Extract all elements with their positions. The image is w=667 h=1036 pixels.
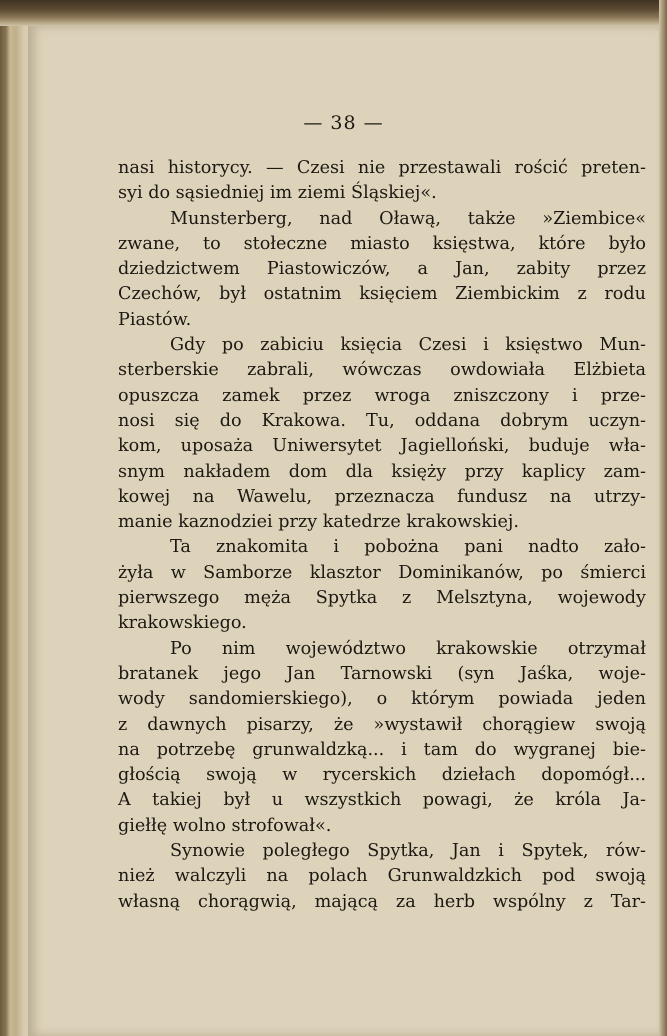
text-line: z dawnych pisarzy, że »wystawił chorągiew swoją [118, 714, 646, 735]
page-top-edge [0, 0, 667, 26]
text-line: dziedzictwem Piastowiczów, a Jan, zabity przez [118, 259, 646, 280]
text-line: snym nakładem dom dla księży przy kaplicy zam- [118, 461, 646, 482]
page-right-edge [659, 0, 667, 1036]
text-line: sterberskie zabrali, wówczas owdowiała Elżbieta [118, 360, 646, 381]
text-line: nież walczyli na polach Grunwaldzkich pod swoją [118, 866, 646, 887]
text-line: wody sandomierskiego), o którym powiada jeden [118, 689, 646, 710]
text-line: kowej na Wawelu, przeznacza fundusz na utrzy- [118, 486, 646, 507]
body-text [118, 156, 646, 915]
text-line: Po nim województwo krakowskie otrzymał [170, 638, 646, 659]
text-line: Piastów. [118, 309, 192, 330]
text-line: Synowie poległego Spytka, Jan i Spytek, rów- [170, 841, 646, 862]
text-line: syi do sąsiedniej im ziemi Śląskiej«. [118, 183, 437, 204]
text-line: manie kaznodziei przy katedrze krakowskiej. [118, 512, 519, 533]
text-line: giełłę wolno strofował«. [118, 815, 332, 836]
text-line: własną chorągwią, mającą za herb wspólny z Tar- [118, 891, 646, 912]
text-line: głością swoją w rycerskich dziełach dopomógł... [118, 765, 646, 786]
text-line: zwane, to stołeczne miasto księstwa, które było [118, 233, 646, 254]
text-line: pierwszego męża Spytka z Melsztyna, wojewody [118, 588, 646, 609]
text-line: A takiej był u wszystkich powagi, że króla Ja- [118, 790, 646, 811]
text-line: Czechów, był ostatnim księciem Ziembickim z rodu [118, 284, 646, 305]
text-line: na potrzebę grunwaldzką... i tam do wygranej bie- [118, 739, 646, 760]
text-line: opuszcza zamek przez wroga zniszczony i prze- [118, 385, 646, 406]
text-line: nasi historycy. — Czesi nie przestawali rościć preten- [118, 158, 646, 178]
text-line: Ta znakomita i pobożna pani nadto zało- [170, 537, 646, 558]
text-line: krakowskiego. [118, 613, 247, 634]
text-line: żyła w Samborze klasztor Dominikanów, po śmierci [118, 562, 646, 583]
text-line: bratanek jego Jan Tarnowski (syn Jaśka, woje- [118, 663, 646, 684]
text-line: kom, uposaża Uniwersytet Jagielloński, buduje wła- [118, 436, 646, 457]
page-number: — 38 — [303, 112, 384, 134]
text-line: Munsterberg, nad Oławą, także »Ziembice« [170, 208, 646, 229]
text-line: nosi się do Krakowa. Tu, oddana dobrym uczyn- [118, 410, 646, 431]
text-line: Gdy po zabiciu księcia Czesi i księstwo Mun- [170, 335, 646, 356]
book-page [28, 26, 659, 1036]
